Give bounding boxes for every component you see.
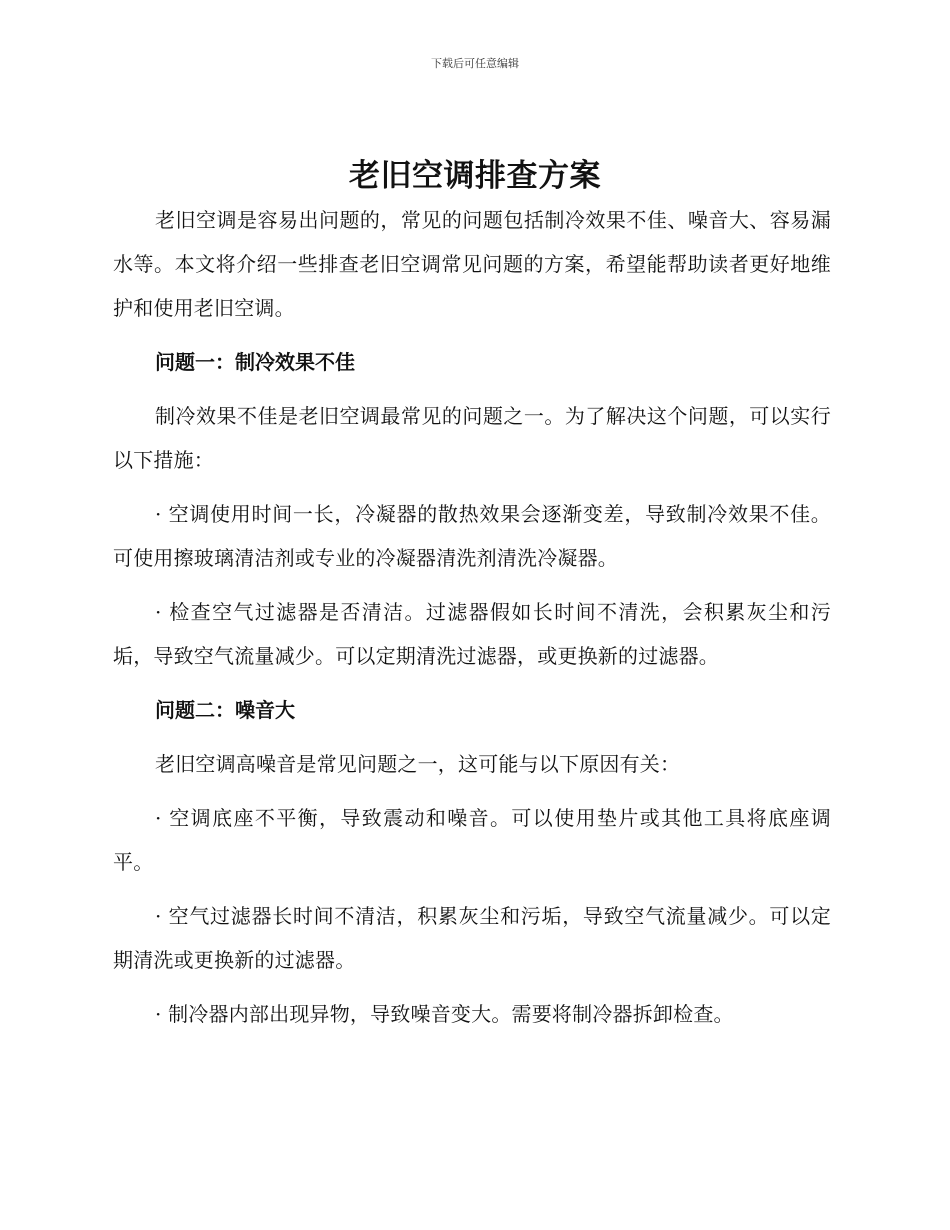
- section-heading-cooling: 问题一：制冷效果不佳: [155, 350, 355, 374]
- section-lead-noise: 老旧空调高噪音是常见问题之一，这可能与以下原因有关：: [155, 752, 681, 776]
- list-item: · 空调底座不平衡，导致震动和噪音。可以使用垫片或其他工具将底座调平。: [113, 806, 831, 874]
- list-item: · 检查空气过滤器是否清洁。过滤器假如长时间不清洗，会积累灰尘和污垢，导致空气流量减少。可以定期清洗过滤器，或更换新的过滤器。: [113, 600, 831, 668]
- document-title: 老旧空调排查方案: [349, 158, 601, 194]
- section-heading-noise: 问题二：噪音大: [155, 698, 295, 722]
- list-item: · 空气过滤器长时间不清洁，积累灰尘和污垢，导致空气流量减少。可以定期清洗或更换新的过滤器。: [113, 904, 831, 972]
- header-note: 下载后可任意编辑: [431, 57, 519, 70]
- section-lead-cooling: 制冷效果不佳是老旧空调最常见的问题之一。为了解决这个问题，可以实行以下措施：: [113, 404, 831, 472]
- list-item: · 制冷器内部出现异物，导致噪音变大。需要将制冷器拆卸检查。: [155, 1002, 734, 1026]
- document-body: [113, 198, 831, 1046]
- intro-paragraph: 老旧空调是容易出问题的，常见的问题包括制冷效果不佳、噪音大、容易漏水等。本文将介绍一些排查老旧空调常见问题的方案，希望能帮助读者更好地维护和使用老旧空调。: [113, 208, 831, 320]
- list-item: · 空调使用时间一长，冷凝器的散热效果会逐渐变差，导致制冷效果不佳。可使用擦玻璃清洁剂或专业的冷凝器清洗剂清洗冷凝器。: [113, 502, 831, 570]
